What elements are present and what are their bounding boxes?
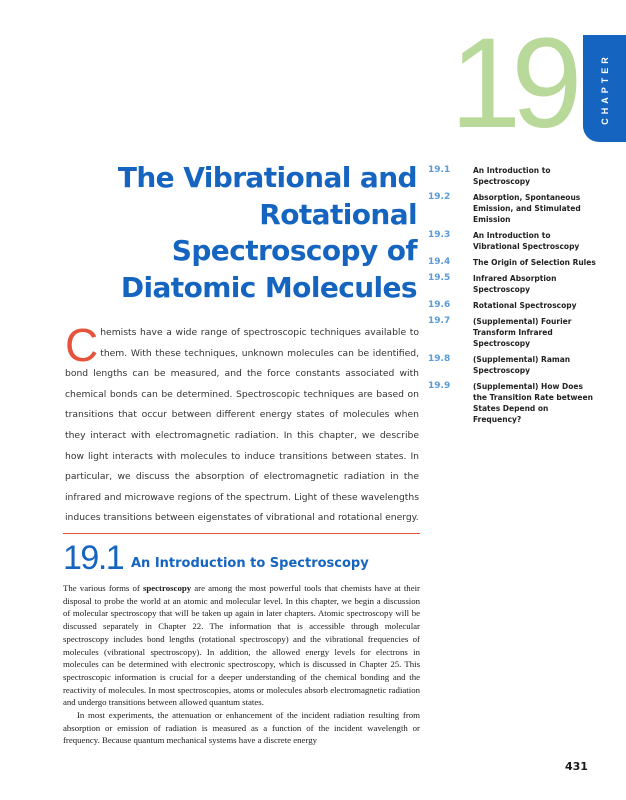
toc-item-title: (Supplemental) How Does the Transition Rate between States Depend on Frequency? — [473, 382, 593, 424]
key-term: spectroscopy — [142, 583, 192, 593]
chapter-title: The Vibrational and Rotational Spectroscopy of Diatomic Molecules — [117, 161, 417, 304]
body-paragraph — [63, 582, 420, 709]
toc-item-number: 19.2 — [428, 192, 451, 202]
toc-item[interactable] — [428, 300, 598, 311]
page-number: 431 — [565, 760, 588, 773]
body-paragraph: In most experiments, the attenuation or enhancement of the incident radiation resulting from absorption or emission of radiation is measured as a function of the incident wavelength or frequency. Because quantum mechanical systems have a discrete energy — [63, 710, 420, 746]
chapter-intro — [65, 319, 419, 529]
chapter-tab-label: CHAPTER — [599, 52, 610, 125]
toc-item-title: Absorption, Spontaneous Emission, and Stimulated Emission — [473, 193, 581, 224]
toc-item-number: 19.7 — [428, 316, 451, 326]
toc-item-title: Infrared Absorption Spectroscopy — [473, 274, 557, 294]
chapter-toc — [428, 165, 598, 430]
toc-item-number: 19.3 — [428, 230, 451, 240]
chapter-number: 19 — [450, 12, 573, 155]
section-title: An Introduction to Spectroscopy — [131, 556, 369, 571]
paragraph-text: are among the most powerful tools that chemists have at their disposal to probe the world at an atomic and molecular level. In this chapter, we begin a discussion of molecular spectroscopy that will be taken up again in later chapters. Atomic spectroscopy will be discussed separately in Chapter 22. The information that is accessible through molecular spectroscopy includes bond lengths (rotational spectroscopy) and the vibrational frequencies of molecules (vibrational spectroscopy). In addition, the allowed energy levels for electrons in molecules can be determined with electronic spectroscopy, which is discussed in Chapter 25. This spectroscopic information is crucial for a deeper understanding of the chemical bonding and the reactivity of molecules. In most spectroscopies, atoms or molecules absorb electromagnetic radiation and undergo transitions between allowed quantum states. — [63, 583, 420, 708]
chapter-tab — [583, 35, 626, 142]
drop-cap: C — [65, 319, 99, 371]
toc-item-title: The Origin of Selection Rules — [473, 258, 596, 267]
toc-item[interactable] — [428, 273, 598, 295]
toc-item[interactable] — [428, 192, 598, 225]
toc-item-title: (Supplemental) Raman Spectroscopy — [473, 355, 571, 375]
toc-item[interactable] — [428, 354, 598, 376]
toc-item[interactable] — [428, 381, 598, 425]
toc-item-number: 19.5 — [428, 273, 451, 283]
toc-item-title: An Introduction to Vibrational Spectroscopy — [473, 231, 580, 251]
intro-text: hemists have a wide range of spectroscopic techniques available to them. With these techniques, unknown molecules can be identified, bond lengths can be measured, and the force constants associated with chemical bonds can be determined. Spectroscopic techniques are based on transitions that occur between different energy states of molecules when they interact with electromagnetic radiation. In this chapter, we describe how light interacts with molecules to induce transitions between states. In particular, we discuss the absorption of electromagnetic radiation in the infrared and microwave regions of the spectrum. Light of these wavelengths induces transitions between eigenstates of vibrational and rotational energy. — [65, 327, 419, 524]
toc-item-number: 19.9 — [428, 381, 451, 391]
toc-item[interactable] — [428, 257, 598, 268]
toc-item[interactable] — [428, 165, 598, 187]
section-body — [63, 582, 420, 747]
toc-item[interactable] — [428, 316, 598, 349]
toc-item-number: 19.4 — [428, 257, 451, 267]
toc-item-title: (Supplemental) Fourier Transform Infrared Spectroscopy — [473, 317, 572, 348]
section-divider — [63, 533, 420, 534]
section-number: 19.1 — [63, 539, 124, 577]
toc-item-title: An Introduction to Spectroscopy — [473, 166, 551, 186]
toc-item-title: Rotational Spectroscopy — [473, 301, 577, 310]
toc-item-number: 19.1 — [428, 165, 451, 175]
paragraph-text: The various forms of — [63, 583, 143, 593]
toc-item[interactable] — [428, 230, 598, 252]
toc-item-number: 19.6 — [428, 300, 451, 310]
toc-item-number: 19.8 — [428, 354, 451, 364]
